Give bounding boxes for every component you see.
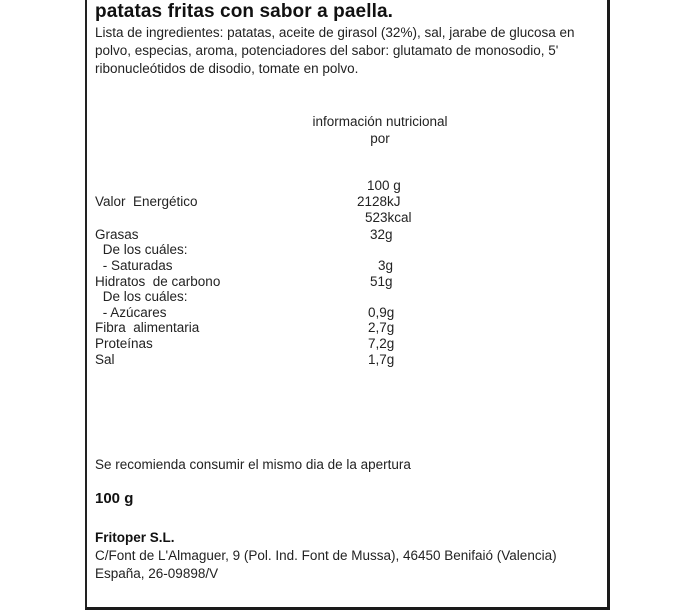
nutrition-row-label: De los cuáles:: [99, 289, 188, 304]
net-weight: 100 g: [95, 490, 134, 507]
nutrition-row-value: 523kcal: [365, 210, 412, 225]
nutrition-row-label: - Saturadas: [99, 258, 173, 273]
nutrition-row-label: Sal: [95, 352, 115, 367]
product-title: patatas fritas con sabor a paella.: [95, 1, 394, 22]
nutrition-row-label: Hidratos de carbono: [95, 274, 221, 289]
nutrition-row-label: De los cuáles:: [99, 242, 188, 257]
nutrition-row-value: 32g: [370, 227, 393, 242]
nutrition-row-value: 2128kJ: [357, 194, 401, 209]
manufacturer-address: C/Font de L'Almaguer, 9 (Pol. Ind. Font de Mussa), 46450 Benifaió (Valencia): [95, 548, 557, 563]
nutrition-row-value: 0,9g: [368, 305, 395, 320]
ingredients-list: [95, 24, 605, 78]
nutrition-heading-per: por: [370, 131, 390, 146]
nutrition-row-value: 1,7g: [368, 352, 395, 367]
nutrition-heading: información nutricional: [312, 114, 448, 129]
nutrition-row-value: 3g: [378, 258, 394, 273]
nutrition-row-value: 51g: [370, 274, 393, 289]
ingredients-line: Lista de ingredientes: patatas, aceite de girasol (32%), sal, jarabe de glucosa en: [95, 25, 575, 40]
nutrition-row-label: - Azúcares: [99, 305, 167, 320]
nutrition-row-label: Proteínas: [95, 336, 153, 351]
nutrition-row-value: 7,2g: [368, 336, 395, 351]
consumption-recommendation: Se recomienda consumir el mismo dia de la apertura: [95, 457, 411, 472]
nutrition-row-label: Fibra alimentaria: [95, 320, 200, 335]
ingredients-line: polvo, especias, aroma, potenciadores del sabor: glutamato de monosodio, 5': [95, 43, 559, 58]
nutrition-row-label: Valor Energético: [95, 194, 198, 209]
manufacturer-registry: España, 26-09898/V: [95, 566, 219, 581]
nutrition-row-value: 2,7g: [368, 320, 395, 335]
nutrition-row-label: Grasas: [95, 227, 139, 242]
manufacturer-name: Fritoper S.L.: [95, 530, 175, 545]
ingredients-line: ribonucleótidos de disodio, tomate en polvo.: [95, 61, 359, 76]
nutrition-per-amount: 100 g: [367, 178, 401, 193]
